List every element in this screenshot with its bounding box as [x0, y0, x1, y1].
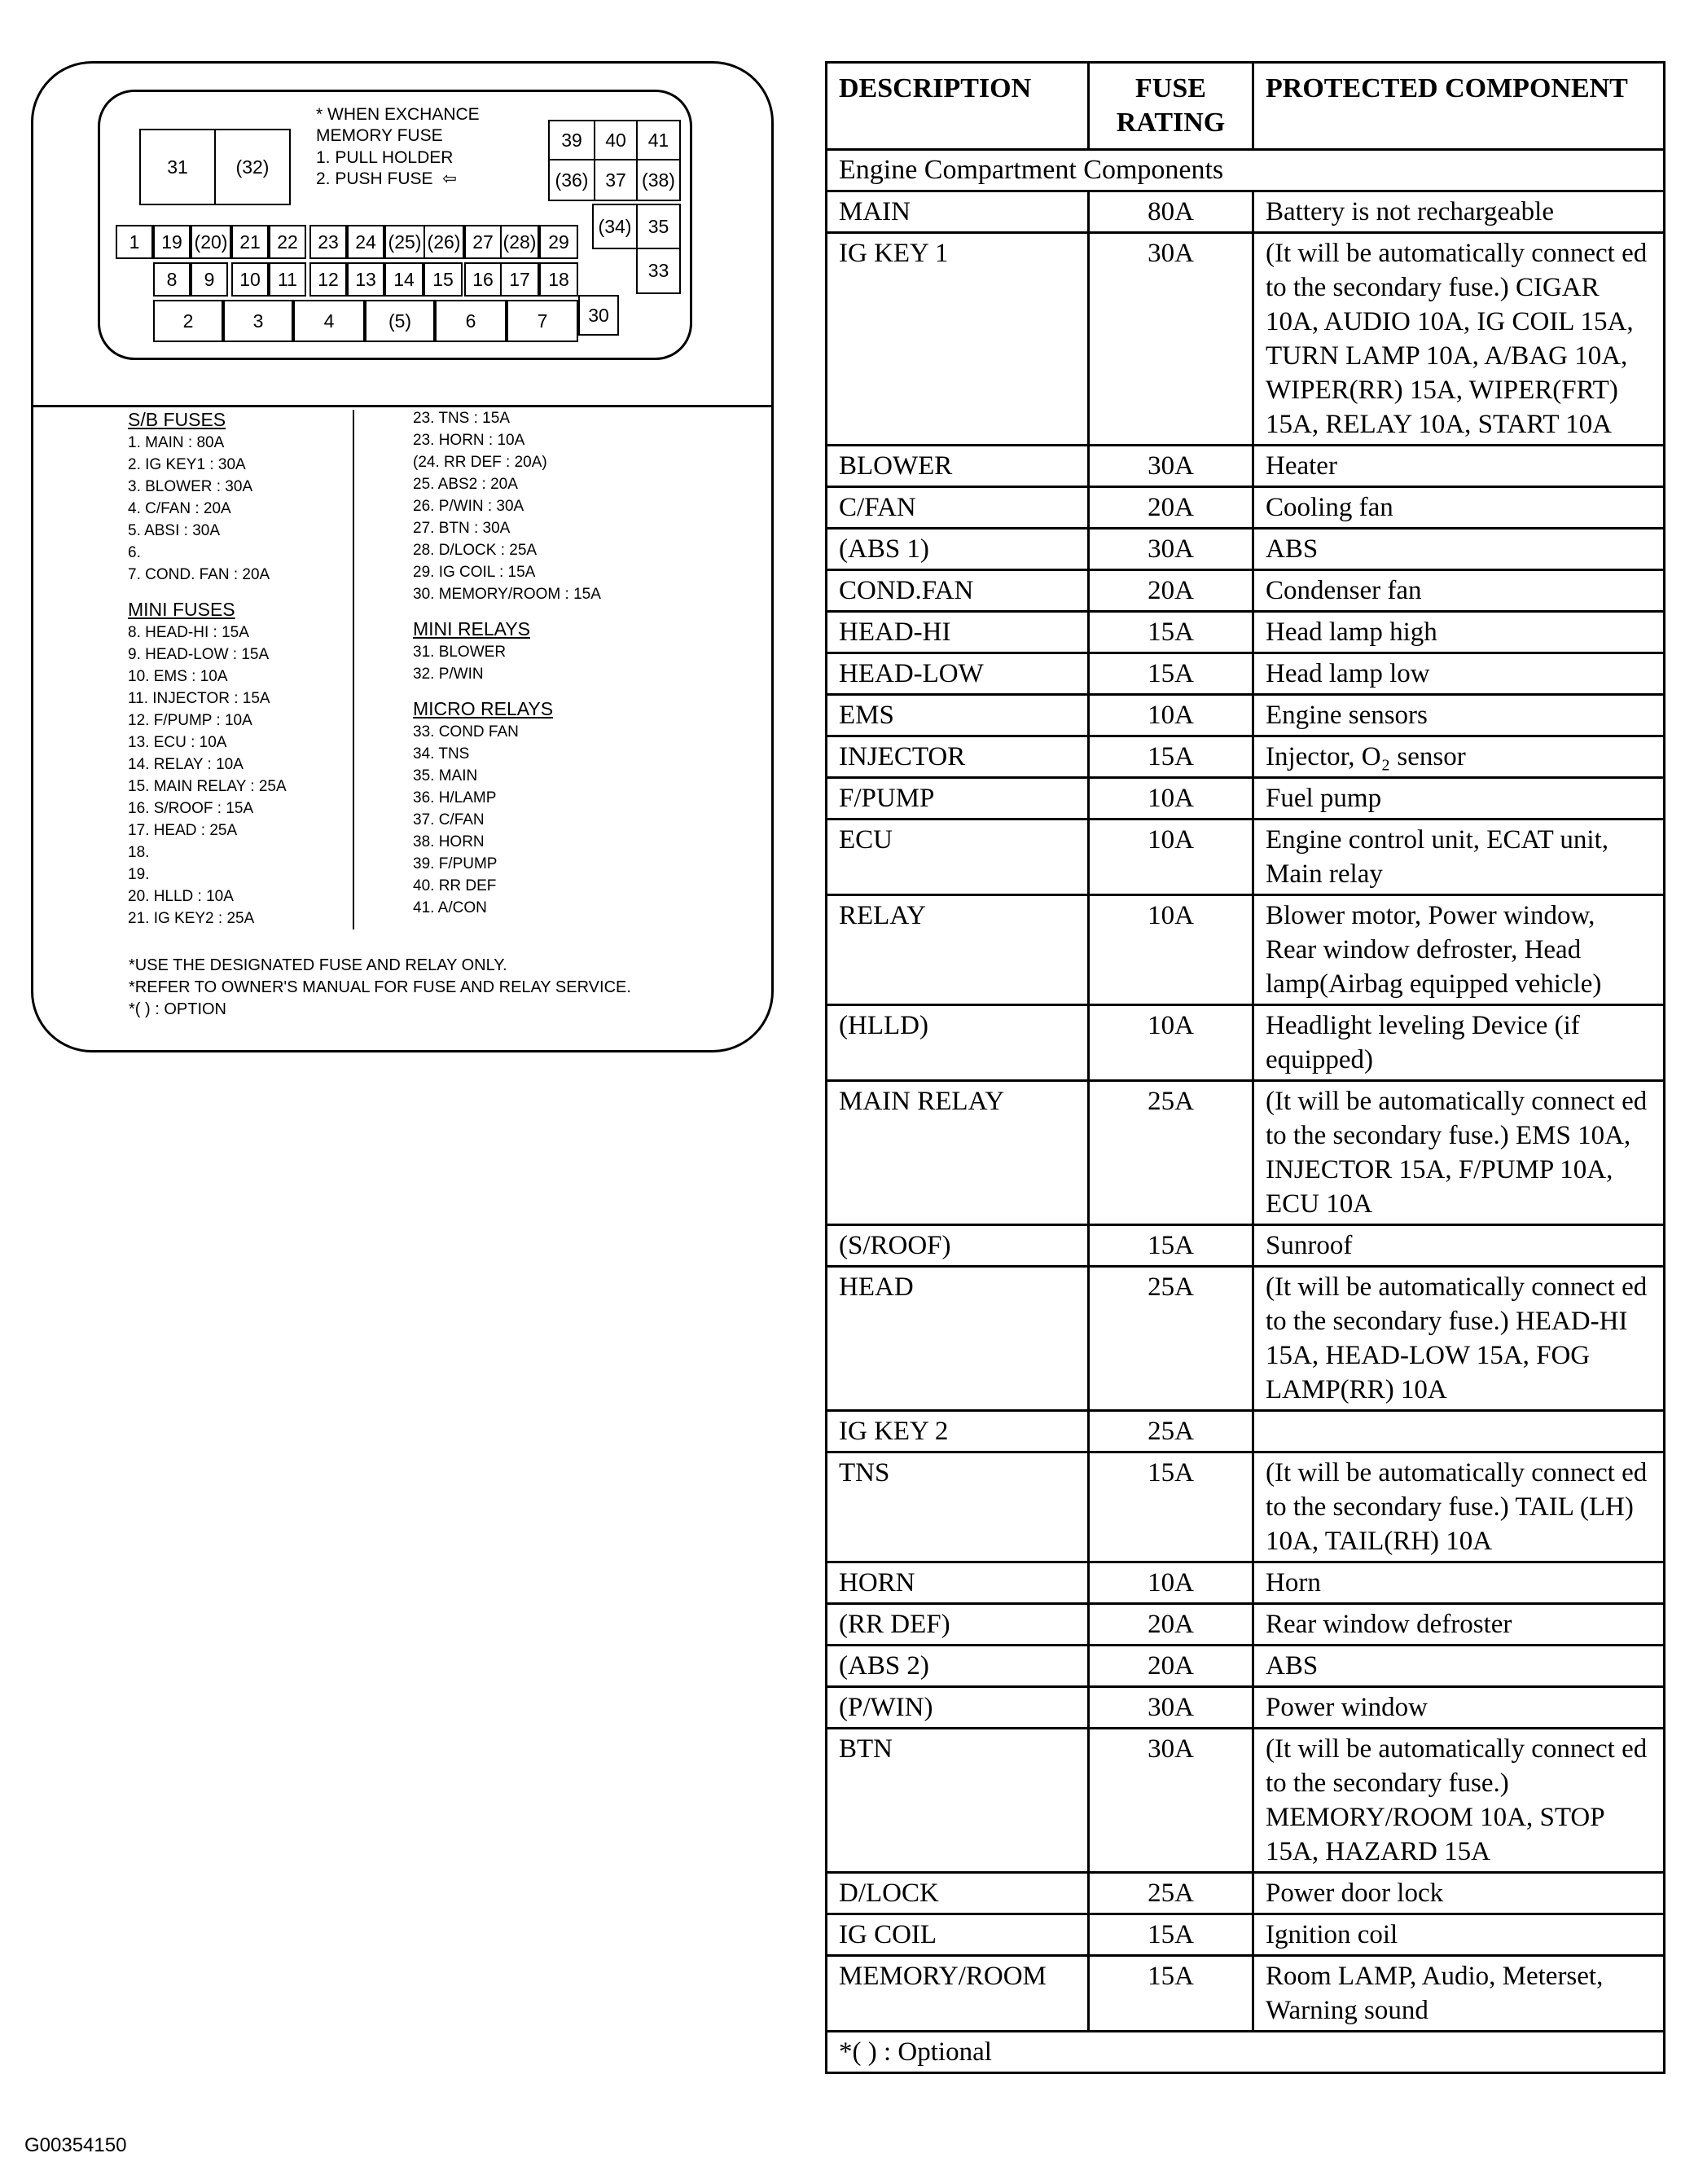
fuse-slot-13: 13 — [347, 262, 384, 297]
legend-entry: 11. INJECTOR : 15A — [128, 690, 270, 707]
fuse-rating: 15A — [1089, 1452, 1253, 1562]
table-row — [827, 1005, 1665, 1081]
fuse-description: HORN — [827, 1562, 1089, 1604]
memory-fuse-note-3: 1. PULL HOLDER — [316, 148, 454, 167]
table-row — [827, 736, 1665, 778]
fuse-description: D/LOCK — [827, 1873, 1089, 1914]
fuse-slot-37: 37 — [594, 159, 638, 201]
footnote-1: *USE THE DESIGNATED FUSE AND RELAY ONLY. — [129, 956, 507, 974]
legend-entry: 18. — [128, 844, 150, 861]
fuse-slot-29: 29 — [539, 225, 578, 259]
fuse-rating: 20A — [1089, 487, 1253, 529]
legend-entry: 6. — [128, 544, 141, 561]
fuse-slot-21: 21 — [231, 225, 269, 259]
fuse-description: BTN — [827, 1729, 1089, 1873]
legend-entry: 3. BLOWER : 30A — [128, 478, 253, 495]
fuse-slot-26: (26) — [424, 225, 464, 259]
protected-component: (It will be automatically connect ed to the secondary fuse.) EMS 10A, INJECTOR 15A, F/PUMP 10A, ECU 10A — [1253, 1081, 1665, 1225]
legend-entry: 4. C/FAN : 20A — [128, 500, 231, 517]
protected-component: Horn — [1253, 1562, 1665, 1604]
fuse-rating: 30A — [1089, 446, 1253, 487]
fuse-rating: 15A — [1089, 1956, 1253, 2032]
fuse-slot-31: 31 — [139, 129, 216, 205]
protected-component: Injector, O₂ sensor — [1253, 736, 1665, 778]
protected-component: Rear window defroster — [1253, 1604, 1665, 1646]
fuse-description: COND.FAN — [827, 570, 1089, 612]
fuse-rating: 10A — [1089, 1005, 1253, 1081]
legend-entry: 15. MAIN RELAY : 25A — [128, 778, 287, 795]
fuse-slot-6: 6 — [435, 300, 507, 342]
fuse-slot-28: (28) — [500, 225, 539, 259]
legend-entry: 39. F/PUMP — [413, 855, 498, 872]
fuse-description: HEAD-HI — [827, 612, 1089, 653]
table-row — [827, 612, 1665, 653]
legend-entry: 27. BTN : 30A — [413, 520, 511, 537]
footnote-2: *REFER TO OWNER'S MANUAL FOR FUSE AND RELAY SERVICE. — [129, 978, 631, 996]
fuse-rating: 10A — [1089, 1562, 1253, 1604]
fuse-rating: 25A — [1089, 1267, 1253, 1411]
fuse-description: EMS — [827, 695, 1089, 736]
table-row — [827, 1687, 1665, 1729]
fuse-rating: 25A — [1089, 1081, 1253, 1225]
header-fuse-rating: FUSE RATING — [1089, 63, 1253, 150]
fuse-slot-22: 22 — [269, 225, 306, 259]
fuse-description: (S/ROOF) — [827, 1225, 1089, 1267]
legend-entry: 17. HEAD : 25A — [128, 822, 238, 839]
fuse-description: (ABS 2) — [827, 1646, 1089, 1687]
protected-component: Fuel pump — [1253, 778, 1665, 820]
table-row — [827, 1225, 1665, 1267]
table-row — [827, 1267, 1665, 1411]
table-row — [827, 653, 1665, 695]
fuse-slot-5: (5) — [365, 300, 435, 342]
fuse-rating: 15A — [1089, 612, 1253, 653]
fuse-slot-32: (32) — [214, 129, 291, 205]
protected-component: (It will be automatically connect ed to the secondary fuse.) MEMORY/ROOM 10A, STOP 15A, HAZARD 15A — [1253, 1729, 1665, 1873]
fuse-slot-17: 17 — [500, 262, 539, 297]
fuse-slot-16: 16 — [464, 262, 502, 297]
header-protected-component: PROTECTED COMPONENT — [1253, 63, 1665, 150]
fuse-rating: 10A — [1089, 695, 1253, 736]
fuse-rating: 10A — [1089, 895, 1253, 1005]
protected-component: Power door lock — [1253, 1873, 1665, 1914]
legend-entry: 38. HORN — [413, 833, 485, 850]
fuse-slot-1: 1 — [116, 225, 153, 259]
protected-component: (It will be automatically connect ed to the secondary fuse.) TAIL (LH) 10A, TAIL(RH) 10A — [1253, 1452, 1665, 1562]
table-header-row — [827, 63, 1665, 150]
fuse-rating: 15A — [1089, 1225, 1253, 1267]
fuse-description: C/FAN — [827, 487, 1089, 529]
legend-entry: (24. RR DEF : 20A) — [413, 454, 547, 471]
fuse-slot-39: 39 — [548, 120, 595, 160]
legend-entry: 36. H/LAMP — [413, 789, 497, 806]
fuse-slot-14: 14 — [384, 262, 424, 297]
legend-entry: 14. RELAY : 10A — [128, 756, 244, 773]
legend-entry: 37. C/FAN — [413, 811, 485, 828]
fuse-description: (HLLD) — [827, 1005, 1089, 1081]
fuse-slot-9: 9 — [191, 262, 228, 297]
legend-entry: 23. TNS : 15A — [413, 410, 510, 427]
table-row — [827, 487, 1665, 529]
fuse-slot-25: (25) — [384, 225, 425, 259]
legend-heading: MICRO RELAYS — [413, 698, 554, 719]
memory-fuse-note-2: MEMORY FUSE — [316, 126, 443, 145]
fuse-description: RELAY — [827, 895, 1089, 1005]
legend-entry: 30. MEMORY/ROOM : 15A — [413, 586, 601, 603]
fuse-slot-7: 7 — [507, 300, 578, 342]
table-row — [827, 1411, 1665, 1452]
table-row — [827, 529, 1665, 570]
protected-component: Ignition coil — [1253, 1914, 1665, 1956]
fuse-slot-35: 35 — [636, 204, 681, 249]
fuse-rating: 20A — [1089, 1646, 1253, 1687]
fuse-slot-36: (36) — [548, 159, 595, 201]
fuse-slot-4: 4 — [293, 300, 365, 342]
protected-component: Headlight leveling Device (if equipped) — [1253, 1005, 1665, 1081]
fuse-slot-19: 19 — [153, 225, 191, 259]
fuse-description: BLOWER — [827, 446, 1089, 487]
table-row — [827, 446, 1665, 487]
table-row — [827, 1646, 1665, 1687]
legend-entry: 8. HEAD-HI : 15A — [128, 624, 249, 641]
fuse-slot-23: 23 — [309, 225, 347, 259]
table-row — [827, 695, 1665, 736]
table-row — [827, 1956, 1665, 2032]
fuse-rating: 15A — [1089, 653, 1253, 695]
legend-entry: 41. A/CON — [413, 899, 487, 916]
protected-component: Room LAMP, Audio, Meterset, Warning sound — [1253, 1956, 1665, 2032]
fuse-rating: 15A — [1089, 1914, 1253, 1956]
figure-id: G00354150 — [24, 2134, 127, 2156]
fuse-description: HEAD — [827, 1267, 1089, 1411]
legend-entry: 40. RR DEF — [413, 877, 497, 894]
table-row — [827, 1452, 1665, 1562]
protected-component: Engine sensors — [1253, 695, 1665, 736]
fuse-description: IG KEY 2 — [827, 1411, 1089, 1452]
protected-component: Condenser fan — [1253, 570, 1665, 612]
legend-entry: 25. ABS2 : 20A — [413, 476, 518, 493]
protected-component: Engine control unit, ECAT unit, Main relay — [1253, 820, 1665, 895]
memory-fuse-note-4: 2. PUSH FUSE ⇦ — [316, 169, 457, 188]
fuse-slot-20: (20) — [191, 225, 231, 259]
fuse-slot-2: 2 — [153, 300, 223, 342]
legend-entry: 7. COND. FAN : 20A — [128, 566, 270, 583]
table-row — [827, 1604, 1665, 1646]
protected-component: Head lamp low — [1253, 653, 1665, 695]
fuse-slot-41: 41 — [636, 120, 681, 160]
protected-component: Sunroof — [1253, 1225, 1665, 1267]
legend-entry: 29. IG COIL : 15A — [413, 564, 536, 581]
legend-heading: S/B FUSES — [128, 409, 226, 430]
protected-component: (It will be automatically connect ed to the secondary fuse.) HEAD-HI 15A, HEAD-LOW 15A, FOG LAMP(RR) 10A — [1253, 1267, 1665, 1411]
fuse-slot-18: 18 — [539, 262, 578, 297]
fuse-description: F/PUMP — [827, 778, 1089, 820]
legend-entry: 1. MAIN : 80A — [128, 434, 225, 451]
fuse-rating: 10A — [1089, 778, 1253, 820]
legend-entry: 20. HLLD : 10A — [128, 888, 234, 905]
fuse-rating: 30A — [1089, 529, 1253, 570]
legend-entry: 23. HORN : 10A — [413, 432, 525, 449]
fuse-rating: 15A — [1089, 736, 1253, 778]
legend-left-column — [128, 407, 287, 929]
legend-heading: MINI FUSES — [128, 599, 235, 620]
fuse-description: (P/WIN) — [827, 1687, 1089, 1729]
legend-entry: 10. EMS : 10A — [128, 668, 228, 685]
table-footer-row — [827, 2032, 1665, 2073]
fuse-rating: 80A — [1089, 191, 1253, 233]
fuse-rating: 30A — [1089, 1729, 1253, 1873]
protected-component: Head lamp high — [1253, 612, 1665, 653]
table-row — [827, 1873, 1665, 1914]
protected-component — [1253, 1411, 1665, 1452]
protected-component: Blower motor, Power window, Rear window defroster, Head lamp(Airbag equipped vehicle) — [1253, 895, 1665, 1005]
legend-entry: 34. TNS — [413, 745, 470, 762]
optional-note: *( ) : Optional — [827, 2032, 1665, 2073]
fuse-slot-40: 40 — [594, 120, 638, 160]
memory-fuse-note-1: * WHEN EXCHANCE — [316, 105, 480, 124]
fuse-rating: 25A — [1089, 1873, 1253, 1914]
fuse-description: TNS — [827, 1452, 1089, 1562]
fuse-slot-3: 3 — [223, 300, 293, 342]
fuse-slot-38: (38) — [636, 159, 681, 201]
fuse-rating: 20A — [1089, 570, 1253, 612]
table-row — [827, 191, 1665, 233]
fuse-slot-12: 12 — [309, 262, 347, 297]
fuse-slot-15: 15 — [424, 262, 463, 297]
legend-entry: 31. BLOWER — [413, 644, 507, 661]
table-row — [827, 233, 1665, 446]
fuse-description: INJECTOR — [827, 736, 1089, 778]
legend-entry: 2. IG KEY1 : 30A — [128, 456, 246, 473]
fuse-rating: 30A — [1089, 233, 1253, 446]
legend-entry: 9. HEAD-LOW : 15A — [128, 646, 270, 663]
section-row — [827, 150, 1665, 191]
fuse-slot-8: 8 — [153, 262, 191, 297]
legend-entry: 26. P/WIN : 30A — [413, 498, 524, 515]
legend-entry: 33. COND FAN — [413, 723, 519, 740]
protected-component: ABS — [1253, 529, 1665, 570]
footnote-3: *( ) : OPTION — [129, 1000, 226, 1018]
legend-divider — [353, 410, 354, 929]
fuse-slot-11: 11 — [269, 262, 306, 297]
fuse-description: MEMORY/ROOM — [827, 1956, 1089, 2032]
fuse-description: IG KEY 1 — [827, 233, 1089, 446]
fuse-description: (ABS 1) — [827, 529, 1089, 570]
protected-component: Battery is not rechargeable — [1253, 191, 1665, 233]
table-row — [827, 570, 1665, 612]
legend-entry: 35. MAIN — [413, 767, 478, 784]
section-title: Engine Compartment Components — [827, 150, 1665, 191]
protected-component: ABS — [1253, 1646, 1665, 1687]
legend-entry: 21. IG KEY2 : 25A — [128, 910, 255, 927]
legend-entry: 19. — [128, 866, 150, 883]
fuse-description: (RR DEF) — [827, 1604, 1089, 1646]
table-row — [827, 820, 1665, 895]
fuse-description: HEAD-LOW — [827, 653, 1089, 695]
legend-entry: 32. P/WIN — [413, 666, 484, 683]
legend-entry: 28. D/LOCK : 25A — [413, 542, 538, 559]
fuse-slot-34: (34) — [592, 204, 638, 249]
table-row — [827, 1562, 1665, 1604]
fuse-rating: 20A — [1089, 1604, 1253, 1646]
fuse-description: MAIN — [827, 191, 1089, 233]
fuse-rating: 25A — [1089, 1411, 1253, 1452]
table-row — [827, 1914, 1665, 1956]
legend-heading: MINI RELAYS — [413, 618, 530, 639]
fuse-slot-33: 33 — [636, 248, 681, 294]
legend-entry: 5. ABSI : 30A — [128, 522, 221, 539]
fuse-description: MAIN RELAY — [827, 1081, 1089, 1225]
fuse-rating: 10A — [1089, 820, 1253, 895]
fuse-description: ECU — [827, 820, 1089, 895]
fuse-rating-table — [825, 61, 1665, 2074]
legend-entry: 12. F/PUMP : 10A — [128, 712, 252, 729]
protected-component: Heater — [1253, 446, 1665, 487]
table-row — [827, 895, 1665, 1005]
table-row — [827, 778, 1665, 820]
protected-component: Cooling fan — [1253, 487, 1665, 529]
fuse-slot-30: 30 — [578, 295, 619, 336]
legend-entry: 13. ECU : 10A — [128, 734, 227, 751]
label-footnotes — [129, 955, 631, 1021]
fuse-slot-24: 24 — [347, 225, 384, 259]
fuse-slot-27: 27 — [464, 225, 502, 259]
protected-component: Power window — [1253, 1687, 1665, 1729]
fuse-rating: 30A — [1089, 1687, 1253, 1729]
legend-entry: 16. S/ROOF : 15A — [128, 800, 254, 817]
table-row — [827, 1729, 1665, 1873]
fuse-description: IG COIL — [827, 1914, 1089, 1956]
fuse-slot-10: 10 — [231, 262, 269, 297]
table-row — [827, 1081, 1665, 1225]
header-description: DESCRIPTION — [827, 63, 1089, 150]
protected-component: (It will be automatically connect ed to the secondary fuse.) CIGAR 10A, AUDIO 10A, IG COIL 15A, TURN LAMP 10A, A/BAG 10A, WIPER(RR) 15A, WIPER(FRT) 15A, RELAY 10A, START 10A — [1253, 233, 1665, 446]
legend-right-column — [413, 407, 601, 919]
